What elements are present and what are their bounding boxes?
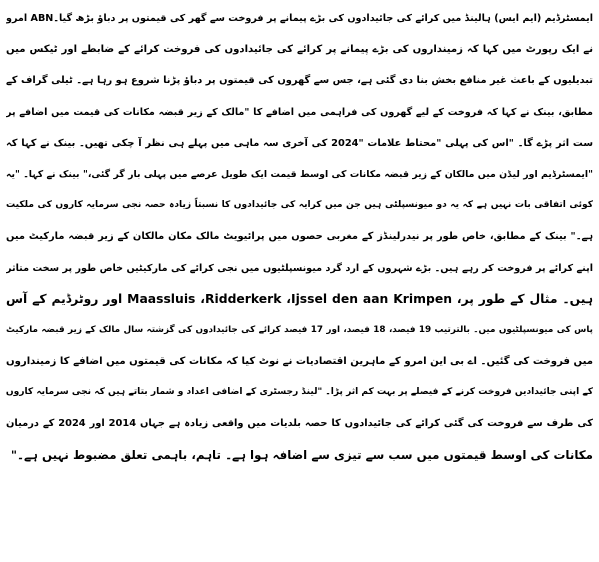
article-line: "ایمسٹرڈیم اور لیڈن میں مالکان کے زیر قبضہ مکانات کی اوسط قیمت ایک طویل عرصے میں پہلی بار گر گئی،" بینک نے کہا۔ "یہ bbox=[6, 168, 593, 180]
article-line: کوئی اتفاقی بات نہیں ہے کہ یہ دو میونسپلٹی ہیں جن میں کرایہ کی جائیدادوں کا نسبتاً زیادہ حصہ نجی سرمایہ کاروں کی ملکیت bbox=[6, 200, 593, 211]
article-line: ست اثر پڑے گا۔ "اس کی پہلی "محتاط علامات "2024 کی آخری سہ ماہی میں پہلے ہی نظر آ چکی تھیں۔ بینک نے کہا کہ bbox=[6, 137, 593, 149]
article-line: ایمسٹرڈیم (ایم ایس) ہالینڈ میں کرائے کی جائیدادوں کی بڑے پیمانے پر فروخت سے گھر کی قیمتوں پر دباؤ بڑھ گیا۔ABN امرو bbox=[6, 13, 593, 24]
article-line: تبدیلیوں کے باعث غیر منافع بخش بنا دی گئی ہے، جس سے گھروں کی قیمتوں پر دباؤ پڑنا شروع ہو رہا ہے۔ ٹیلی گراف کے bbox=[6, 75, 593, 87]
article-line: مطابق، بینک نے کہا کہ فروخت کے لیے گھروں کی فراہمی میں اضافے کا "مالک کے زیر قبضہ مکانات کی قیمت میں اضافے پر bbox=[6, 106, 593, 118]
article-line: ہیں۔ مثال کے طور پر، Maassluis ،Ridderkerk ،Ijssel den aan Krimpen اور روٹرڈیم کے آس bbox=[6, 291, 593, 306]
article-line: پاس کی میونسپلٹیوں میں۔ بالترتیب 19 فیصد، 18 فیصد، اور 17 فیصد کرائے کی جائیدادوں کی گزشتہ سال مالک کے زیر قبضہ مارکیٹ bbox=[6, 324, 593, 335]
article-line: نے ایک رپورٹ میں کہا کہ زمینداروں کی بڑے پیمانے پر کرائے کی جائیدادوں کی فروخت کرائے کے ضابطے اور ٹیکس میں bbox=[6, 44, 593, 56]
article-line: میں فروخت کی گئیں۔ اے بی این امرو کے ماہرین اقتصادیات نے نوٹ کیا کہ مکانات کی قیمتوں میں اضافے کا زمینداروں bbox=[6, 356, 593, 368]
article-line-last: مکانات کی اوسط قیمتوں میں سب سے تیزی سے اضافہ ہوا ہے۔ تاہم، باہمی تعلق مضبوط نہیں ہے۔" bbox=[10, 447, 593, 462]
article-line: اپنے کرائے پر فروخت کر رہے ہیں۔ بڑے شہروں کے ارد گرد میونسپلٹیوں میں نجی کرائے کی مارکیٹیں خاص طور پر سخت متاثر bbox=[6, 262, 593, 274]
article-line: کے اپنی جائیدادیں فروخت کرنے کے فیصلے پر بہت کم اثر پڑا۔ "لینڈ رجسٹری کے اضافی اعداد و شمار بتاتے ہیں کہ نجی سرمایہ کاروں bbox=[6, 387, 593, 398]
article-line: ہے۔" بینک کے مطابق، خاص طور پر نیدرلینڈز کے مغربی حصوں میں پرائیویٹ مالک مکان مالکان کے زیر قبضہ مارکیٹ میں bbox=[6, 231, 593, 243]
article-line: کی طرف سے فروخت کی گئی کرائے کی جائیدادوں کا حصہ بلدیات میں واقعی زیادہ ہے جہاں 2014 اور 2024 کے درمیان bbox=[6, 418, 593, 430]
